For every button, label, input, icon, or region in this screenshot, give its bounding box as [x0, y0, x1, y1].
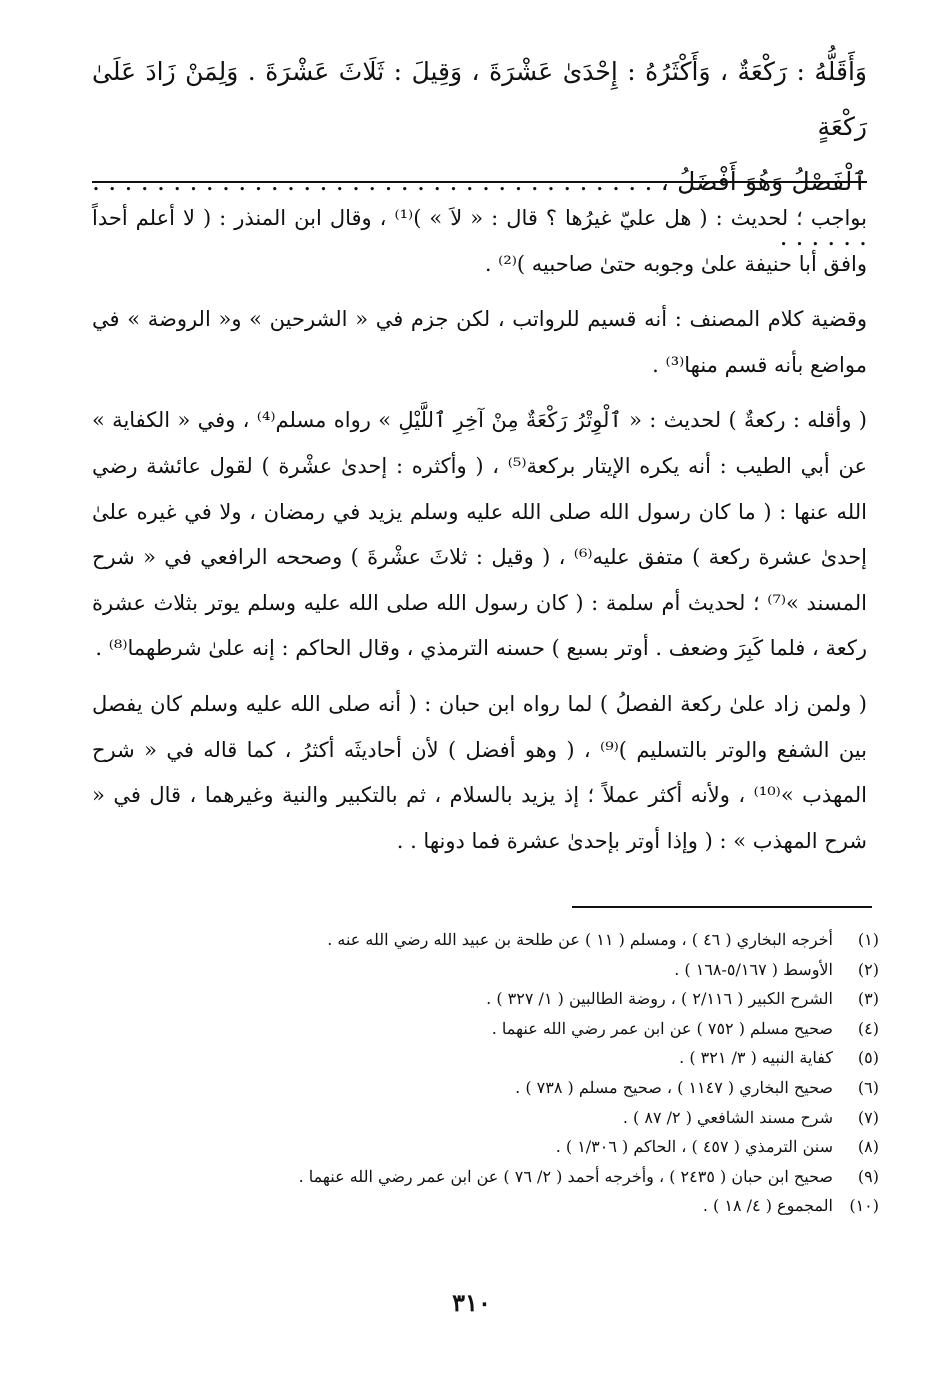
footnotes	[92, 925, 879, 1221]
footnote-number: (٨)	[857, 1137, 879, 1157]
footnote-text: صحيح مسلم ( ٧٥٢ ) عن ابن عمر رضي الله عنهما .	[491, 1018, 833, 1038]
footnote	[92, 1103, 879, 1133]
footnote-text: صحيح ابن حبان ( ٢٤٣٥ ) ، وأخرجه أحمد ( ٢/ ٧٦ ) عن ابن عمر رضي الله عنهما .	[298, 1166, 833, 1186]
footnote	[92, 1043, 879, 1073]
footnote	[92, 1132, 879, 1162]
footnote-number: (٤)	[857, 1018, 879, 1038]
paragraph: ( ولمن زاد علىٰ ركعة الفصلُ ) لما رواه ابن حبان : ( أنه صلى الله عليه وسلم كان يفصل بين الشفع والوتر بالتسليم )⁽⁹⁾ ، ( وهو أفضل ) لأن أحاديثَه أكثرُ ، كما قاله في « شرح المهذب »⁽¹⁰⁾ ، ولأنه أكثر عملاً ؛ إذ يزيد بالسلام ، ثم بالتكبير والنية وغيرهما ، قال في « شرح المهذب » : ( وإذا أوتر بإحدىٰ عشرة فما دونها . .	[92, 691, 867, 853]
footnote-number: (٩)	[857, 1166, 879, 1186]
paragraph: وقضية كلام المصنف : أنه قسيم للرواتب ، لكن جزم في « الشرحين » و« الروضة » في مواضع بأنه قسم منها⁽³⁾ .	[92, 307, 867, 377]
footnote	[92, 1162, 879, 1192]
matn-line-1: وَأَقَلُّهُ : رَكْعَةٌ ، وَأَكْثَرُهُ : إِحْدَىٰ عَشْرَةَ ، وَقِيلَ : ثَلَاثَ عَشْرَةَ . وَلِمَنْ زَادَ عَلَىٰ رَكْعَةٍ	[92, 57, 867, 141]
footnote-number: (٢)	[857, 959, 879, 979]
footnote-text: صحيح البخاري ( ١١٤٧ ) ، صحيح مسلم ( ٧٣٨ ) .	[515, 1077, 833, 1097]
footnote	[92, 984, 879, 1014]
matn-line-2: ٱلْفَصْلُ وَهُوَ أَفْضَلُ ، . . . . . . . . . . . . . . . . . . . . . . . . . . . . . . . . . . . . . . . . .	[92, 167, 867, 251]
matn-separator-rule	[92, 181, 867, 183]
footnote-text: الأوسط ( ٥/١٦٧-١٦٨ ) .	[674, 959, 833, 979]
footnote-text: الشرح الكبير ( ٢/١١٦ ) ، روضة الطالبين ( ١/ ٣٢٧ ) .	[486, 989, 833, 1009]
footnote	[92, 1191, 879, 1221]
footnote-text: شرح مسند الشافعي ( ٢/ ٨٧ ) .	[622, 1107, 833, 1127]
footnote-text: المجموع ( ٤/ ١٨ ) .	[702, 1196, 833, 1216]
paragraph: بواجب ؛ لحديث : ( هل عليّ غيرُها ؟ قال : « لاَ » )⁽¹⁾ ، وقال ابن المنذر : ( لا أعلم أحداً وافق أبا حنيفة علىٰ وجوبه حتىٰ صاحبيه )⁽²⁾ .	[92, 206, 867, 276]
footnote-number: (٥)	[857, 1048, 879, 1068]
footnote-separator-rule	[572, 906, 872, 908]
paragraph: ( وأقله : ركعةٌ ) لحديث : « ٱلْوِتْرُ رَكْعَةٌ مِنْ آخِرِ ٱللَّيْلِ » رواه مسلم⁽⁴⁾ ، وفي « الكفاية » عن أبي الطيب : أنه يكره الإيتار بركعة⁽⁵⁾ ، ( وأكثره : إحدىٰ عشْرة ) لقول عائشة رضي الله عنها : ( ما كان رسول الله صلى الله عليه وسلم يزيد في رمضان ، ولا في غيره علىٰ إحدىٰ عشرة ركعة ) متفق عليه⁽⁶⁾ ، ( وقيل : ثلاثَ عشْرةَ ) وصححه الرافعي في « شرح المسند »⁽⁷⁾ ؛ لحديث أم سلمة : ( كان رسول الله صلى الله عليه وسلم يوتر بثلاث عشرة ركعة ، فلما كَبِرَ وضعف . أوتر بسبع ) حسنه الترمذي ، وقال الحاكم : إنه علىٰ شرطهما⁽⁸⁾ .	[92, 408, 868, 661]
page-number: ٣١٠	[452, 1288, 491, 1317]
footnote-text: أخرجه البخاري ( ٤٦ ) ، ومسلم ( ١١ ) عن طلحة بن عبيد الله رضي الله عنه .	[327, 930, 833, 949]
footnote-number: (١٠)	[849, 1196, 879, 1216]
footnote	[92, 1014, 879, 1044]
footnote	[92, 1073, 879, 1103]
commentary-text	[92, 196, 867, 874]
footnote	[92, 955, 879, 985]
footnote-text: سنن الترمذي ( ٤٥٧ ) ، الحاكم ( ١/٣٠٦ ) .	[555, 1137, 833, 1157]
footnote-number: (١)	[857, 930, 879, 949]
footnote-number: (٧)	[857, 1107, 879, 1127]
footnote-number: (٦)	[857, 1077, 879, 1097]
footnote-text: كفاية النبيه ( ٣/ ٣٢١ ) .	[679, 1048, 833, 1068]
footnote-number: (٣)	[857, 989, 879, 1009]
footnote	[92, 925, 879, 955]
